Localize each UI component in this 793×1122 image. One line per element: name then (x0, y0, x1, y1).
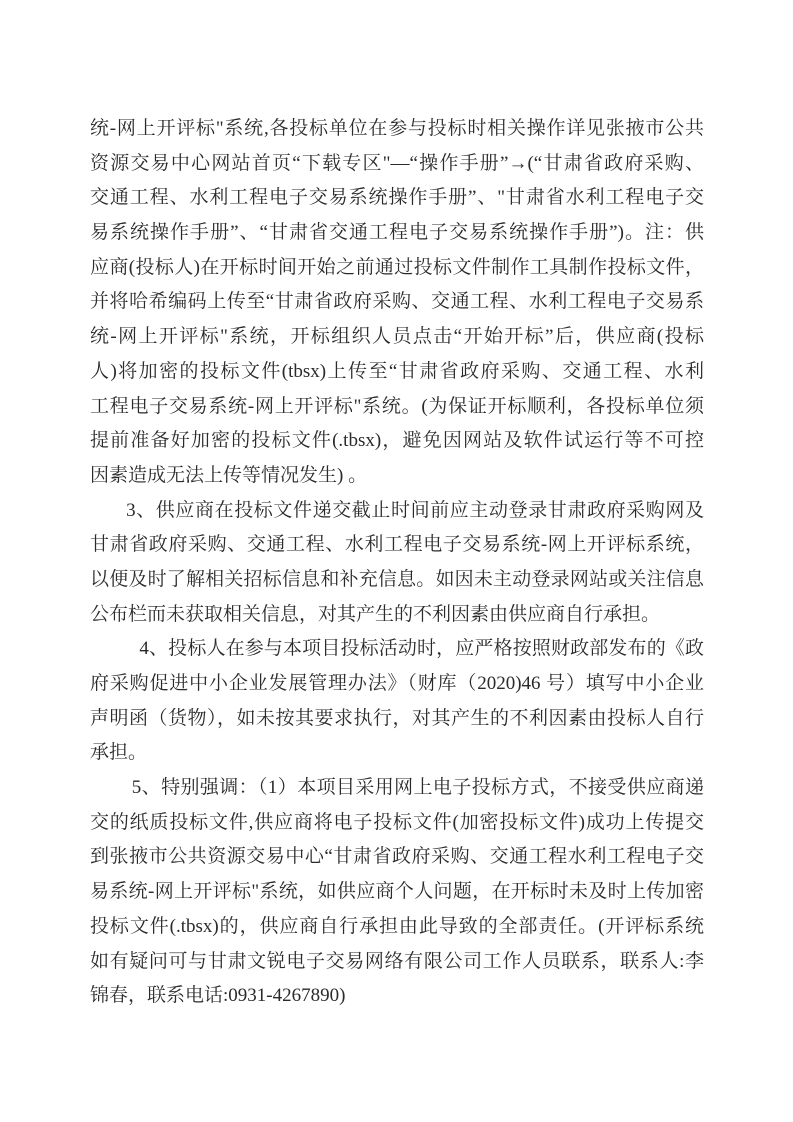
paragraph-item-5 (90, 771, 704, 1014)
document-text-block (90, 112, 704, 1014)
text-line: 5、特别强调：（1）本项目采用网上电子投标方式，不接受供应商递 (131, 777, 704, 799)
text-line: 到张掖市公共资源交易中心“甘肃省政府采购、交通工程水利工程电子交 (90, 846, 704, 868)
text-line: 易系统操作手册”、“甘肃省交通工程电子交易系统操作手册”)。注：供 (90, 222, 704, 244)
text-line: 工程电子交易系统-网上开评标"系统。(为保证开标顺利，各投标单位须 (90, 395, 704, 417)
text-line: 4、投标人在参与本项目投标活动时，应严格按照财政部发布的《政 (139, 638, 704, 660)
text-line: 应商(投标人)在开标时间开始之前通过投标文件制作工具制作投标文件， (90, 256, 704, 278)
text-line: 锦春，联系电话:0931-4267890) (90, 985, 346, 1007)
text-line: 交的纸质投标文件,供应商将电子投标文件(加密投标文件)成功上传提交 (90, 811, 704, 833)
text-line: 因素造成无法上传等情况发生) 。 (90, 464, 368, 486)
text-line: 资源交易中心网站首页“下载专区"—“操作手册”→(“甘肃省政府采购、 (90, 152, 704, 174)
paragraph-item-3 (90, 494, 704, 633)
text-line: 以便及时了解相关招标信息和补充信息。如因未主动登录网站或关注信息 (90, 568, 704, 590)
text-line: 承担。 (90, 742, 148, 764)
text-line: 并将哈希编码上传至“甘肃省政府采购、交通工程、水利工程电子交易系 (90, 291, 704, 313)
text-line: 公布栏而未获取相关信息，对其产生的不利因素由供应商自行承担。 (90, 603, 661, 625)
paragraph-continuation (90, 112, 704, 494)
text-line: 投标文件(.tbsx)的，供应商自行承担由此导致的全部责任。(开评标系统 (90, 915, 704, 937)
text-line: 统-网上开评标"系统,各投标单位在参与投标时相关操作详见张掖市公共 (90, 118, 704, 139)
text-line: 人)将加密的投标文件(tbsx)上传至“甘肃省政府采购、交通工程、水利 (90, 360, 704, 382)
paragraph-item-4 (90, 632, 704, 771)
text-line: 提前准备好加密的投标文件(.tbsx)，避免因网站及软件试运行等不可控 (90, 430, 704, 452)
text-line: 统-网上开评标"系统，开标组织人员点击“开始开标”后，供应商(投标 (90, 326, 704, 348)
text-line: 3、供应商在投标文件递交截止时间前应主动登录甘肃政府采购网及 (126, 499, 704, 521)
text-line: 交通工程、水利工程电子交易系统操作手册”、"甘肃省水利工程电子交 (90, 187, 704, 209)
text-line: 如有疑问可与甘肃文锐电子交易网络有限公司工作人员联系，联系人:李 (90, 950, 704, 972)
text-line: 府采购促进中小企业发展管理办法》（财库（2020)46 号）填写中小企业 (90, 673, 704, 694)
text-line: 易系统-网上开评标"系统，如供应商个人问题，在开标时未及时上传加密 (90, 881, 704, 903)
text-line: 甘肃省政府采购、交通工程、水利工程电子交易系统-网上开评标系统， (90, 534, 704, 556)
text-line: 声明函（货物），如未按其要求执行，对其产生的不利因素由投标人自行 (90, 707, 704, 729)
